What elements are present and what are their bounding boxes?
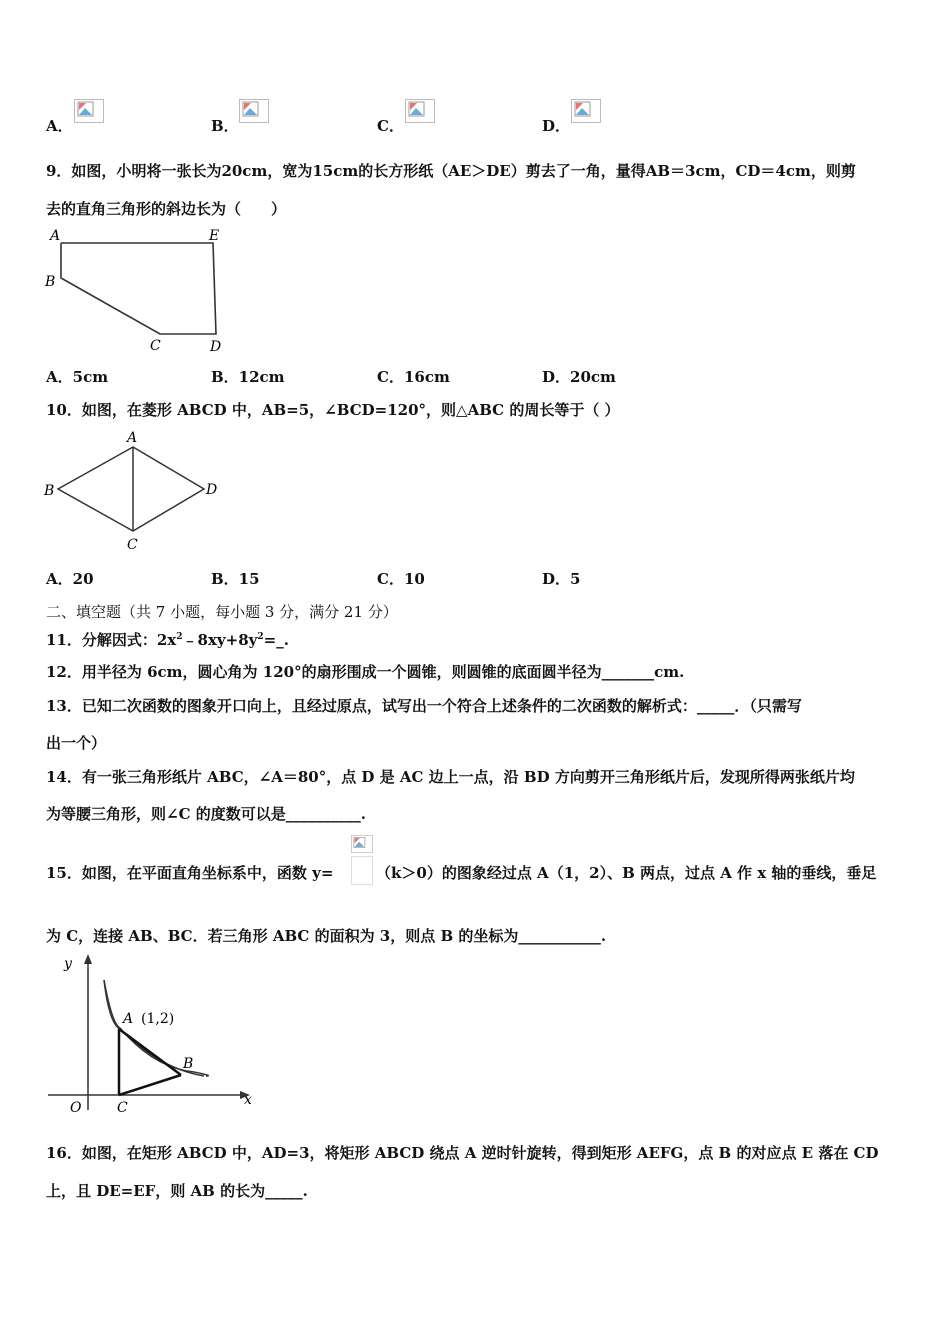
q15-label-b: B — [183, 1056, 194, 1072]
q15-label-a-coord: (1,2) — [141, 1011, 175, 1027]
q9-option-d: D．20cm — [542, 368, 616, 386]
q15-stem-line2: 为 C，连接 AB、BC．若三角形 ABC 的面积为 3，则点 B 的坐标为___________. — [46, 927, 607, 945]
q9-option-c: C．16cm — [377, 368, 450, 386]
q11-stem — [46, 627, 289, 650]
q9-figure — [40, 225, 240, 355]
q13-stem-line2: 出一个） — [46, 734, 107, 752]
q15-label-c: C — [117, 1100, 128, 1116]
q10-stem: 10．如图，在菱形 ABCD 中，AB=5，∠BCD=120°，则△ABC 的周长等于（ ） — [46, 401, 620, 419]
q15-stem-line1-a: 15．如图，在平面直角坐标系中，函数 y= — [46, 864, 334, 882]
q9-option-a: A．5cm — [46, 368, 109, 386]
q15-label-a: A — [123, 1011, 134, 1027]
q15-label-y: y — [64, 956, 72, 972]
q14-stem-line2: 为等腰三角形，则∠C 的度数可以是__________. — [46, 805, 366, 823]
q11-prefix: 11．分解因式：2x — [46, 631, 177, 649]
q10-option-c: C．10 — [377, 570, 425, 588]
q13-stem-line1: 13．已知二次函数的图象开口向上，且经过原点，试写出一个符合上述条件的二次函数的解析式：_____．（只需写 — [46, 697, 802, 715]
q8-option-a-letter: A． — [46, 117, 73, 135]
q10-option-d: D．5 — [542, 570, 581, 588]
broken-image-icon — [74, 99, 104, 123]
q8-option-b-letter: B． — [211, 117, 239, 135]
broken-image-icon — [239, 99, 269, 123]
broken-image-icon — [405, 99, 435, 123]
q9-stem-line1: 9．如图，小明将一张长为20cm，宽为15cm的长方形纸（AE＞DE）剪去了一角，量得AB＝3cm，CD＝4cm，则剪 — [46, 162, 856, 180]
q9-stem-line2: 去的直角三角形的斜边长为（ ） — [46, 200, 287, 218]
q10-label-a: A — [127, 430, 138, 446]
q11-mid: ﹣8xy+8y — [182, 631, 258, 649]
q9-label-d: D — [210, 339, 222, 355]
broken-image-icon — [571, 99, 601, 123]
q15-label-x: x — [244, 1092, 252, 1108]
q10-label-d: D — [206, 482, 218, 498]
q8-option-d-letter: D． — [542, 117, 571, 135]
q10-option-b: B．15 — [211, 570, 260, 588]
q12-stem: 12．用半径为 6cm，圆心角为 120°的扇形围成一个圆锥，则圆锥的底面圆半径为_______cm. — [46, 663, 685, 681]
q10-rhombus-figure — [40, 427, 230, 555]
q11-sup-1: 2 — [176, 632, 183, 642]
q16-stem-line1: 16．如图，在矩形 ABCD 中，AD=3，将矩形 ABCD 绕点 A 逆时针旋转，得到矩形 AEFG，点 B 的对应点 E 落在 CD — [46, 1144, 879, 1162]
q10-label-c: C — [127, 537, 138, 553]
q9-label-e: E — [209, 228, 220, 244]
q11-sup-2: 2 — [257, 632, 264, 642]
q10-label-b: B — [44, 483, 55, 499]
q10-option-a: A．20 — [46, 570, 94, 588]
section-2-title: 二、填空题（共 7 小题，每小题 3 分，满分 21 分） — [46, 603, 398, 621]
q16-stem-line2: 上，且 DE=EF，则 AB 的长为_____. — [46, 1182, 308, 1200]
q11-suffix: =_. — [263, 631, 289, 649]
fraction-image-placeholder — [351, 856, 373, 885]
q8-option-c-letter: C． — [377, 117, 404, 135]
q9-label-a: A — [50, 228, 61, 244]
q9-label-b: B — [45, 274, 56, 290]
q9-option-b: B．12cm — [211, 368, 285, 386]
q15-graph-figure — [44, 952, 264, 1120]
q15-label-o: O — [70, 1100, 82, 1116]
q14-stem-line1: 14．有一张三角形纸片 ABC，∠A＝80°，点 D 是 AC 边上一点，沿 BD 方向剪开三角形纸片后，发现所得两张纸片均 — [46, 768, 855, 786]
q9-label-c: C — [150, 338, 161, 354]
q15-stem-line1-b: （k＞0）的图象经过点 A（1，2）、B 两点，过点 A 作 x 轴的垂线，垂足 — [376, 864, 877, 882]
broken-image-icon — [351, 834, 373, 854]
